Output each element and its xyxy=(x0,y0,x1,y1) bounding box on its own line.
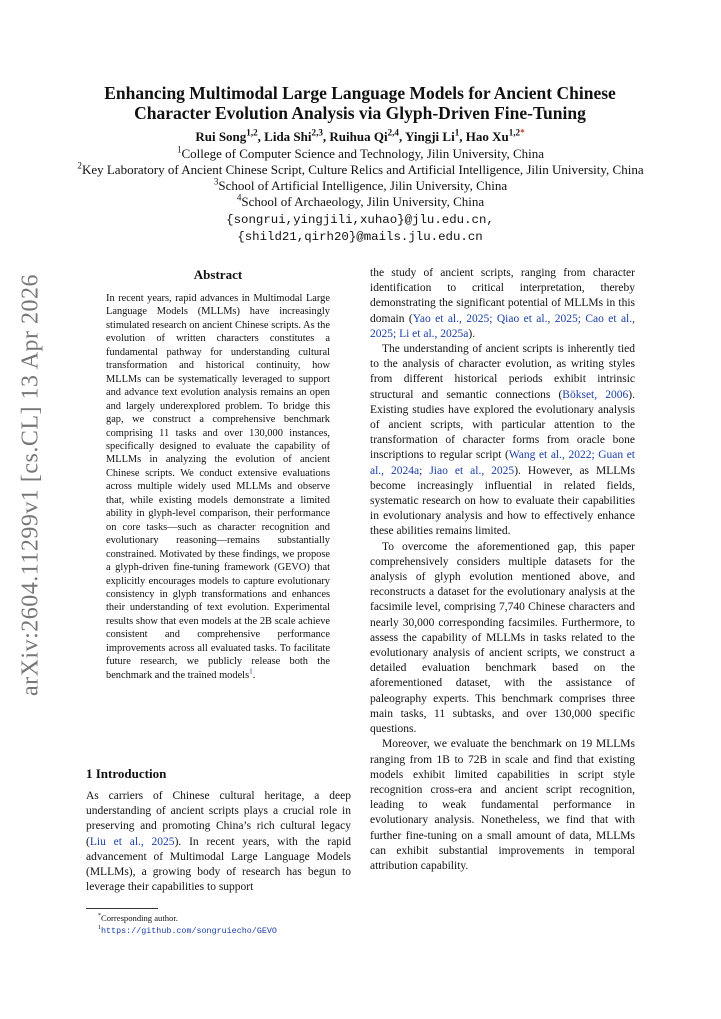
citation-link[interactable]: Bökset, 2006 xyxy=(562,388,629,401)
abstract-heading: Abstract xyxy=(193,267,243,282)
abstract-text: In recent years, rapid advances in Multimodal Large Language Models (MLLMs) have increasingly stimulated research on ancient Chinese scripts. As the evolution of written characters constitutes a fundamental pathway for understanding cultural transformation and historical continuity, how MLLMs can be systematically leveraged to support and advance text evolution analysis remains an open and largely underexplored problem. To bridge this gap, we construct a comprehensive benchmark comprising 11 tasks and over 130,000 instances, specifically designed to evaluate the capability of MLLMs in analyzing the evolution of ancient Chinese scripts. We conduct extensive evaluations across multiple widely used MLLMs and observe that, while existing models demonstrate a limited ability in glyph-level comparison, their performance on core tasks—such as character recognition and evolutionary reasoning—remains substantially constrained. Motivated by these findings, we propose a glyph-driven fine-tuning framework (GEVO) that explicitly encourages models to capture evolutionary consistency in glyph transformations and enhances their understanding of text evolution. Experimental results show that even models at the 2B scale achieve consistent and comprehensive performance improvements across all evaluated tasks. To facilitate future research, we publicly release both the benchmark and the trained models$^1$. xyxy=(106,293,330,681)
email-line-2: {shild21,qirh20}@mails.jlu.edu.cn xyxy=(237,230,483,244)
email-line-1: {songrui,yingjili,xuhao}@jlu.edu.cn, xyxy=(226,213,494,227)
corresponding-author-mark: * xyxy=(520,127,525,138)
arxiv-identifier-text: arXiv:2604.11299v1 [cs.CL] 13 Apr 2026 xyxy=(17,273,44,697)
arxiv-identifier xyxy=(8,273,54,697)
author-2: Lida Shi$^{2,3}$, xyxy=(264,127,330,144)
paragraph: the study of ancient scripts, ranging from character identification to critical interpretation, thereby demonstrating the significant potential of MLLMs in this domain (Yao et al., 2025; Qiao et al., 2025; Cao et al., 2025; Li et al., 2025a). xyxy=(370,267,636,340)
footnotes xyxy=(86,912,356,937)
introduction-paragraph: As carriers of Chinese cultural heritage, a deep understanding of ancient scripts plays a crucial role in preserving and promoting China’s rich cultural legacy (Liu et al., 2025). In recent years, with the rapid advancement of Multimodal Large Language Models (MLLMs), a growing body of research has begun to leverage their capabilities to support xyxy=(86,790,351,894)
author-1: Rui Song$^{1,2}$, xyxy=(195,127,265,144)
affiliation-1: $^1$College of Computer Science and Technology, Jilin University, China xyxy=(176,144,545,161)
title-line-2: Character Evolution Analysis via Glyph-Driven Fine-Tuning xyxy=(134,103,586,123)
footnote-corresponding: *Corresponding author. xyxy=(98,913,178,923)
paragraph: The understanding of ancient scripts is inherently tied to the analysis of character evolution, as writing styles from different historical periods exhibit intrinsic structural and semantic connections (Bökset, 2006). Existing studies have explored the evolutionary analysis of ancient scripts, with particular attention to the transformation of character forms from oracle bone inscriptions to regular script (Wang et al., 2022; Guan et al., 2024a; Jiao et al., 2025). However, as MLLMs become increasingly influential in related fields, systematic research on how to evaluate their capabilities in evolutionary analysis and how to effectively enhance these abilities remains limited. xyxy=(370,343,635,538)
section-heading-introduction: 1 Introduction xyxy=(86,766,167,781)
right-column-text xyxy=(370,266,635,874)
footnote-ref-1[interactable]: 1 xyxy=(249,667,253,676)
paragraph: To overcome the aforementioned gap, this paper comprehensively considers multiple datasets for the analysis of glyph evolution mentioned above, and reconstructs a dataset for the evolutionary analysis at the facsimile level, comprising 7,740 Chinese characters and nearly 30,000 corresponding facsimiles. Furthermore, to assess the capability of MLLMs in tasks related to the evolutionary analysis of ancient scripts, we construct a detailed evaluation benchmark based on the aforementioned dataset, with the assistance of paleography experts. This benchmark comprises three main tasks, 11 subtasks, and over 130,000 specific questions. xyxy=(370,540,635,736)
citation-link[interactable]: Yao et al., 2025; Qiao et al., 2025; Cao et al., 2025; Li et al., 2025a xyxy=(370,312,636,340)
footnote-url: $^1$https://github.com/songruiecho/GEVO xyxy=(98,925,277,936)
author-4: Yingji Li$^1$, xyxy=(404,127,466,144)
github-link[interactable]: https://github.com/songruiecho/GEVO xyxy=(101,926,277,936)
affiliation-2: $^2$Key Laboratory of Ancient Chinese Script, Culture Relics and Artificial Intelligence, Jilin University, China xyxy=(77,160,644,177)
paragraph: Moreover, we evaluate the benchmark on 19 MLLMs ranging from 1B to 72B in scale and find that existing models exhibit limited capabilities in script style recognition cross-era and ancient script recognition, leading to weak fundamental performance in evolutionary analysis. Nonetheless, we find that with further fine-tuning on a small amount of data, MLLMs can exhibit substantial improvements in temporal attribution capability. xyxy=(370,738,635,872)
citation-link[interactable]: Liu et al., 2025 xyxy=(89,835,175,848)
author-list xyxy=(60,129,660,145)
author-5: Hao $Xu^{1,2*}$ xyxy=(465,127,525,144)
affiliation-3: $^3$School of Artificial Intelligence, Jilin University, China xyxy=(213,176,508,193)
citation-link[interactable]: Wang et al., 2022; Guan et al., 2024a; Jiao et al., 2025 xyxy=(370,449,635,477)
paper-title xyxy=(60,83,660,123)
footnote-divider xyxy=(86,908,158,909)
affiliation-4: $^4$School of Archaeology, Jilin University, China xyxy=(236,192,485,209)
title-line-1: Enhancing Multimodal Large Language Models for Ancient Chinese xyxy=(104,83,616,103)
author-3: Ruihua Qi$^{2,4}$, xyxy=(329,127,405,144)
